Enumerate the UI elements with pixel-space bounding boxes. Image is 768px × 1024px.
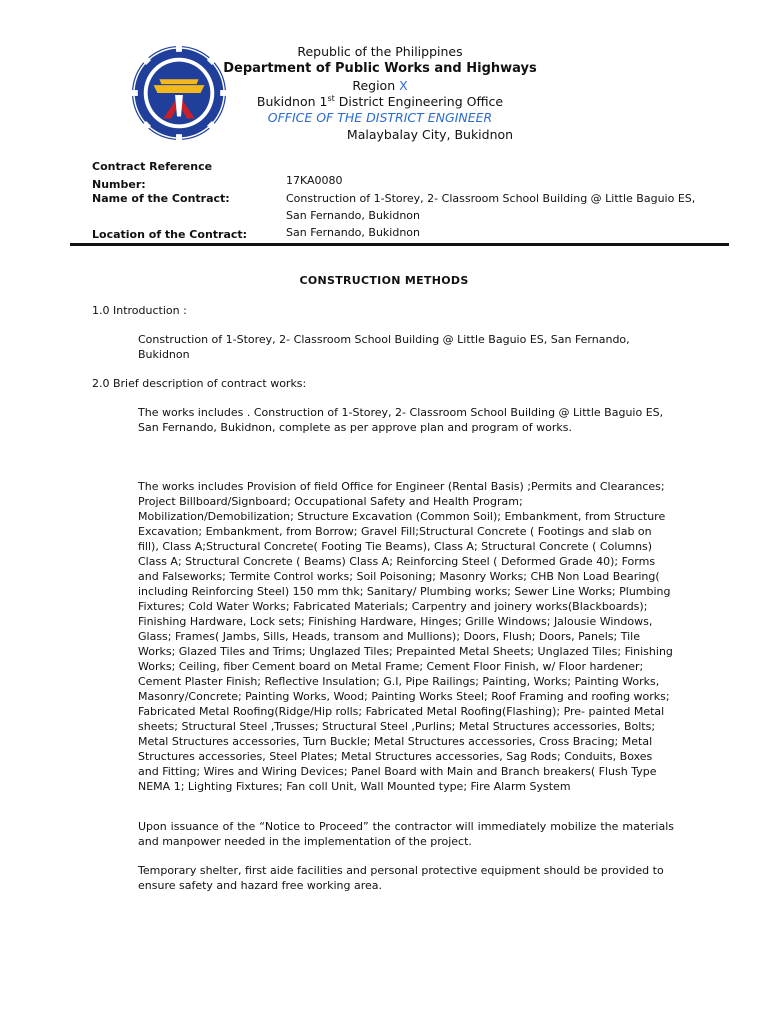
document-title: CONSTRUCTION METHODS [299, 274, 469, 287]
section-intro-heading: 1.0 Introduction : [92, 304, 187, 317]
section-brief-heading: 2.0 Brief description of contract works: [92, 377, 307, 390]
ref-label-1: Contract Reference [92, 160, 213, 173]
shelter-paragraph: Temporary shelter, first aide facilities and personal protective equipment should be provided to ensure safety and hazard free working area. [138, 864, 664, 892]
header-office-of: OFFICE OF THE DISTRICT ENGINEER [267, 110, 493, 125]
name-value-2: San Fernando, Bukidnon [286, 209, 421, 222]
header-department: Department of Public Works and Highways [223, 61, 537, 76]
header-region: Region X [352, 78, 408, 93]
location-label: Location of the Contract: [92, 228, 248, 241]
name-label: Name of the Contract: [92, 192, 230, 205]
header-divider [70, 243, 729, 246]
mobilize-paragraph: Upon issuance of the “Notice to Proceed” the contractor will immediately mobilize the materials and manpower needed in the implementation of the project. [138, 820, 674, 848]
header-republic: Republic of the Philippines [297, 44, 463, 59]
header-district-office: Bukidnon 1st District Engineering Office [256, 94, 504, 110]
section-brief-text: The works includes . Construction of 1-Storey, 2- Classroom School Building @ Little Baguio ES, San Fernando, Bukidnon, complete as per approve plan and program of works. [138, 406, 664, 434]
header-city: Malaybalay City, Bukidnon [346, 127, 514, 142]
ref-label-2: Number: [92, 178, 146, 191]
location-value: San Fernando, Bukidnon [286, 226, 421, 239]
ref-value: 17KA0080 [286, 174, 343, 187]
works-paragraph: The works includes Provision of field Office for Engineer (Rental Basis) ;Permits and Clearances; Project Billboard/Signboard; Occupational Safety and Health Program; Mobilization/Demobilization; Structure Excavation (Common Soil); Embankment, from Structure Excavation; Embankment, from Borrow; Gravel Fill;Structural Concrete ( Footings and slab on fill), Class A;Structural Concrete( Footing Tie Beams), Class A; Structural Concrete ( Columns) Class A; Structural Concrete ( Beams) Class A; Reinforcing Steel ( Deformed Grade 40); Forms and Falseworks; Termite Control works; Soil Poisoning; Masonry Works; CHB Non Load Bearing( including Reinforcing Steel) 150 mm thk; Sanitary/ Plumbing works; Sewer Line Works; Plumbing Fixtures; Cold Water Works; Fabricated Materials; Carpentry and joinery works(Blackboards); Finishing Hardware, Lock sets; Finishing Hardware, Hinges; Grille Windows; Jalousie Windows, Glass; Frames( Jambs, Sills, Heads, transom and Mullions); Doors, Flush; Doors, Panels; Tile Works; Glazed Tiles and Trims; Unglazed Tiles; Prepainted Metal Sheets; Unglazed Tiles; Finishing Works; Ceiling, fiber Cement board on Metal Frame; Cement Floor Finish, w/ Floor hardener; Cement Plaster Finish; Reflective Insulation; G.I, Pipe Railings; Painting, Works; Painting Works, Masonry/Concrete; Painting Works, Wood; Painting Works Steel; Roof Framing and roofing works; Fabricated Metal Roofing(Ridge/Hip rolls; Fabricated Metal Roofing(Flashing); Pre- painted Metal sheets; Structural Steel ,Trusses; Structural Steel ,Purlins; Metal Structures accessories, Bolts; Metal Structures accessories, Turn Buckle; Metal Structures accessories, Cross Bracing; Metal Structures accessories, Steel Plates; Metal Structures accessories, Sag Rods; Conduits, Boxes and Fitting; Wires and Wiring Devices; Panel Board with Main and Branch breakers( Flush Type NEMA 1; Lighting Fixtures; Fan coll Unit, Wall Mounted type; Fire Alarm System [138, 480, 673, 793]
section-intro-text: Construction of 1-Storey, 2- Classroom School Building @ Little Baguio ES, San Fernando, Bukidnon [138, 333, 630, 361]
name-value-1: Construction of 1-Storey, 2- Classroom School Building @ Little Baguio ES, [286, 192, 696, 205]
